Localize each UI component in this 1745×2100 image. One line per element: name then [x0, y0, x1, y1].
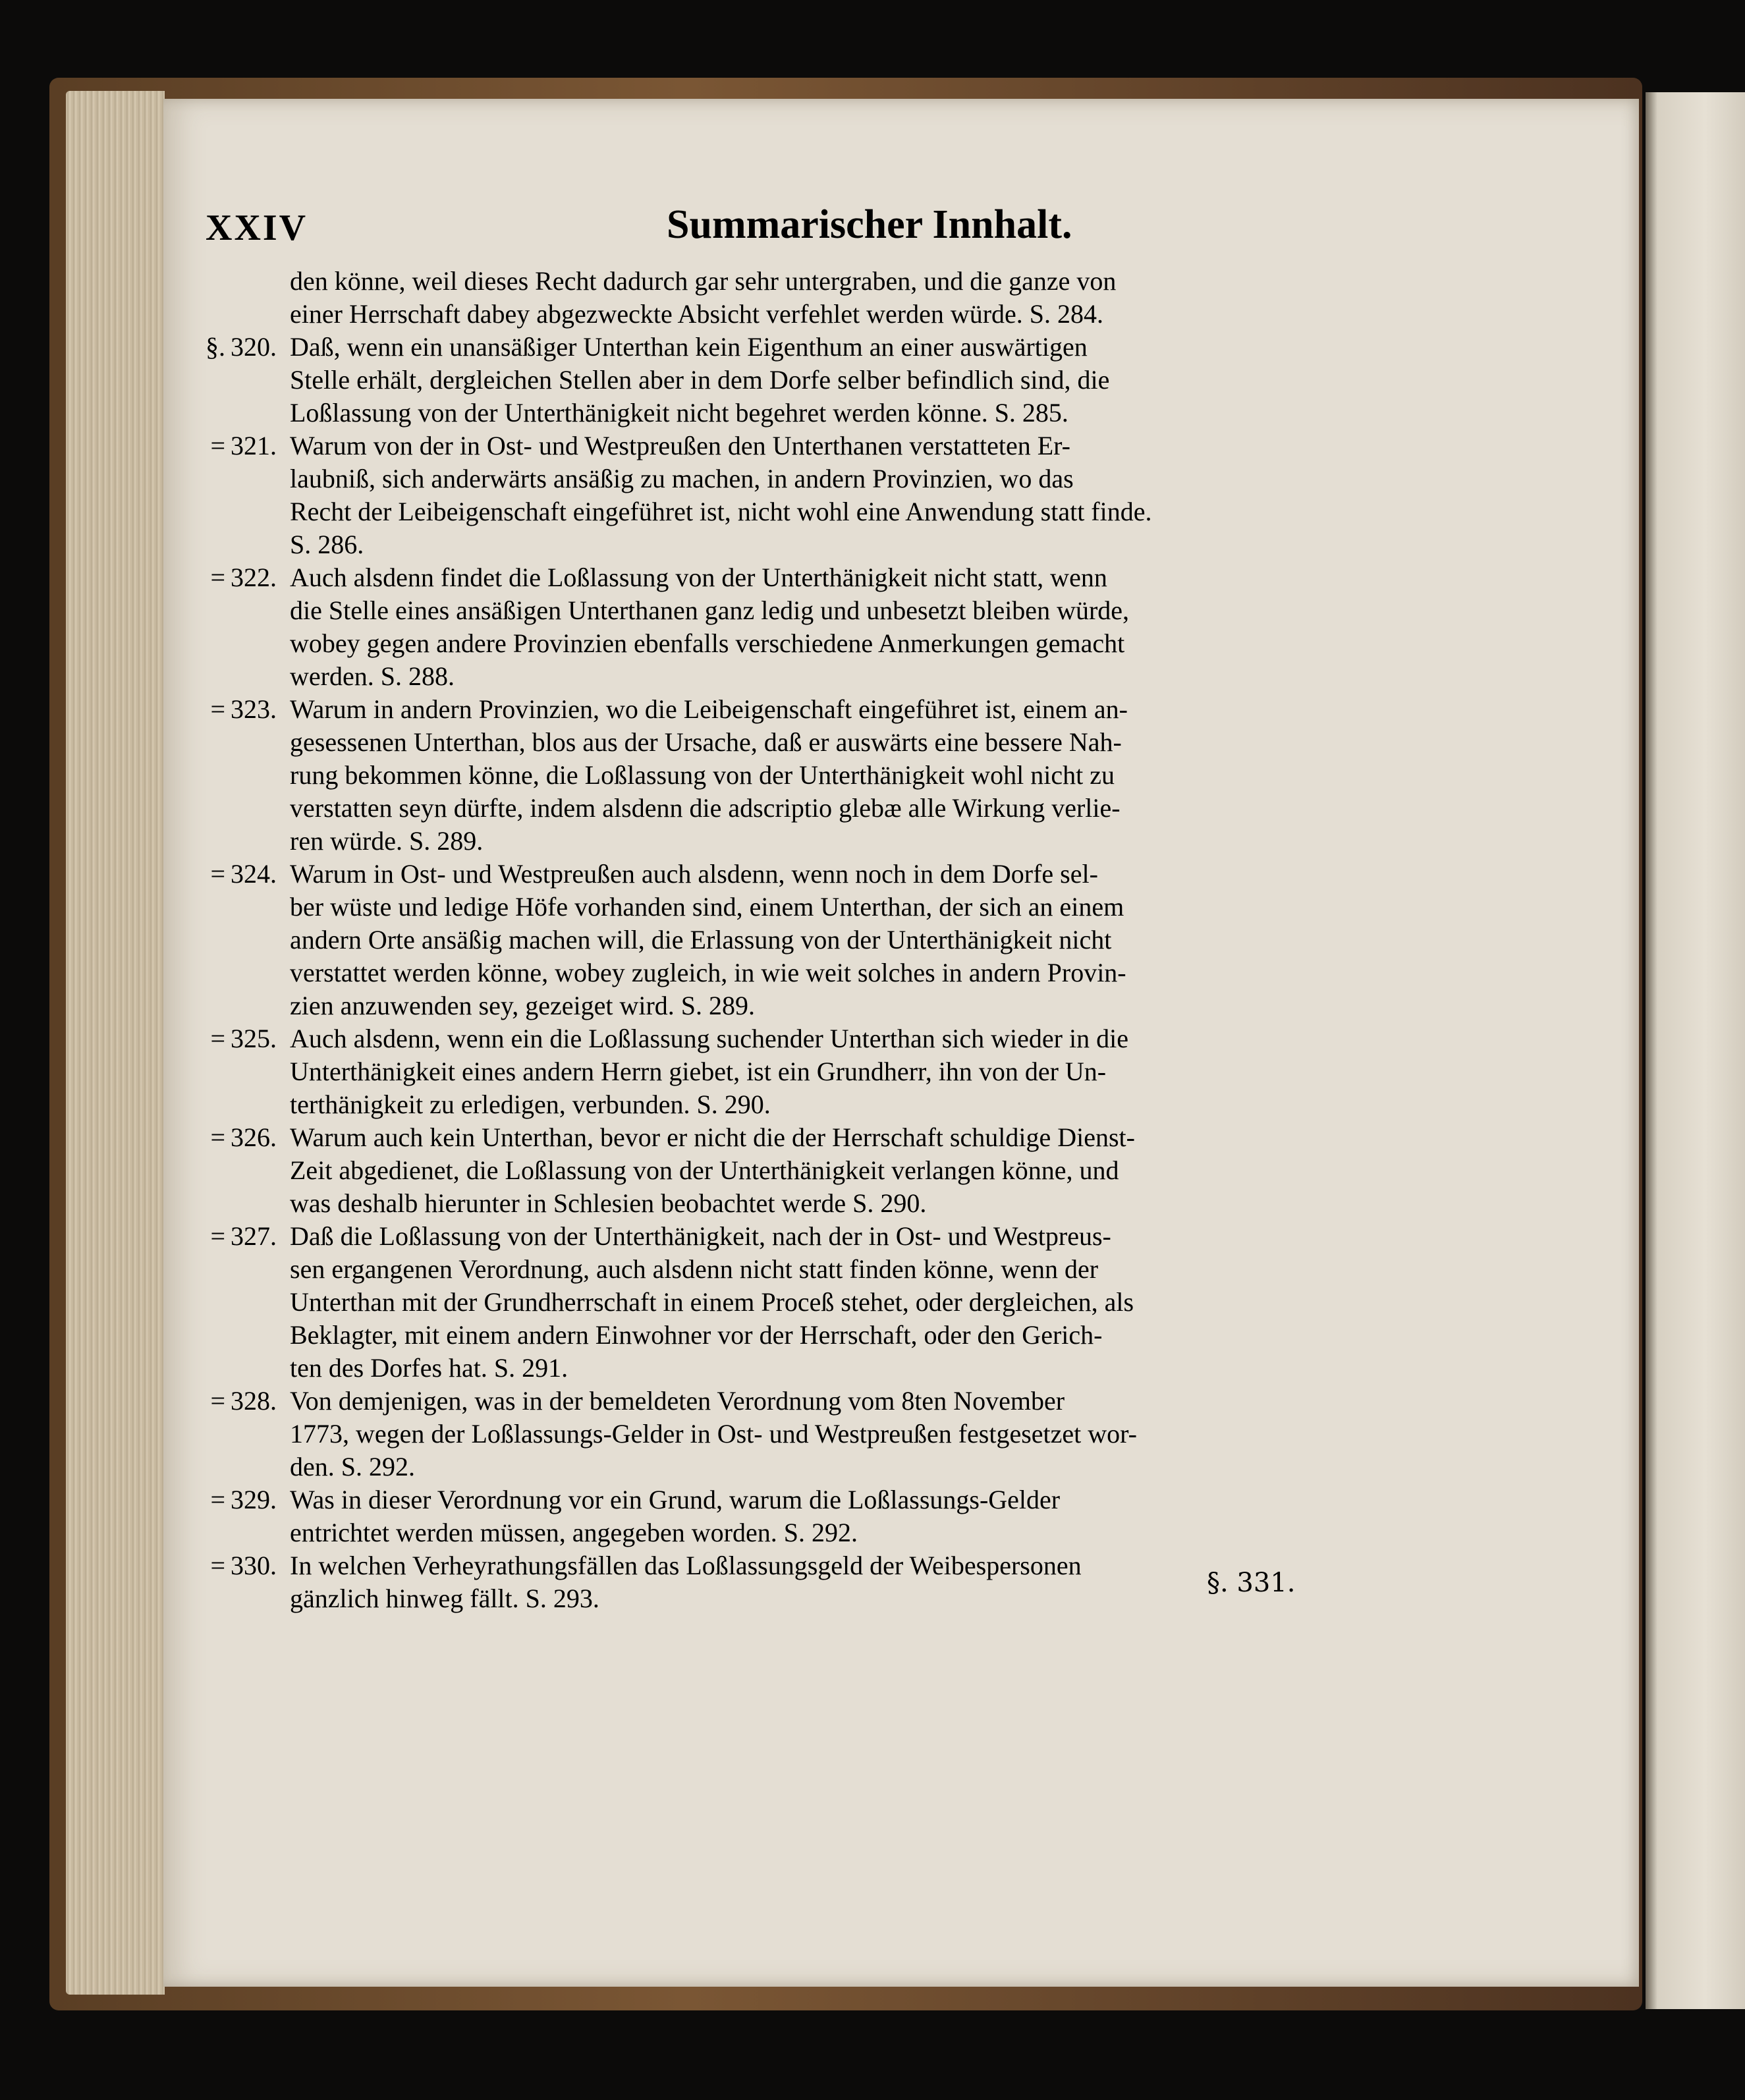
facing-page-edge: [1646, 92, 1745, 2009]
contents-entry: [184, 693, 1476, 858]
entry-marker: [184, 265, 277, 298]
contents-entry: [184, 1121, 1476, 1220]
entry-text-line: zien anzuwenden sey, gezeiget wird. S. 289.: [290, 991, 756, 1020]
entry-sign: =: [210, 1551, 225, 1580]
entry-text-line: Stelle erhält, dergleichen Stellen aber in dem Dorfe selber befindlich sind, die: [290, 365, 1110, 395]
running-title: Summarischer Innhalt.: [667, 202, 1072, 247]
entry-text-line: entrichtet werden müssen, angegeben worden. S. 292.: [290, 1518, 858, 1547]
entry-text-line: Was in dieser Verordnung vor ein Grund, warum die Loßlassungs-Gelder: [290, 1485, 1061, 1514]
entry-text-line: Unterthänigkeit eines andern Herrn giebet, ist ein Grundherr, ihn von der Un-: [290, 1057, 1107, 1086]
entry-sign: =: [210, 1485, 225, 1514]
entry-marker: [184, 858, 277, 891]
entry-sign: =: [210, 1221, 225, 1251]
entry-text-line: Recht der Leibeigenschaft eingeführet ist, nicht wohl eine Anwendung statt finde.: [290, 497, 1152, 526]
entry-text-line: andern Orte ansäßig machen will, die Erlassung von der Unterthänigkeit nicht: [290, 925, 1112, 954]
entry-text-line: ber wüste und ledige Höfe vorhanden sind, einem Unterthan, der sich an einem: [290, 892, 1124, 922]
entry-text-line: werden. S. 288.: [290, 661, 455, 691]
entry-text-line: Warum auch kein Unterthan, bevor er nicht die der Herrschaft schuldige Dienst-: [290, 1122, 1135, 1152]
entry-text-line: Warum in Ost- und Westpreußen auch alsdenn, wenn noch in dem Dorfe sel-: [290, 859, 1098, 889]
contents-entry: [184, 429, 1476, 561]
entry-text-line: Auch alsdenn, wenn ein die Loßlassung suchender Unterthan sich wieder in die: [290, 1024, 1128, 1053]
entry-marker: [184, 1549, 277, 1582]
entry-number: 325.: [231, 1024, 277, 1053]
entry-text-line: den könne, weil dieses Recht dadurch gar sehr untergraben, und die ganze von: [290, 266, 1117, 296]
entry-text-line: In welchen Verheyrathungsfällen das Loßlassungsgeld der Weibespersonen: [290, 1551, 1082, 1580]
contents-entry: [184, 858, 1476, 1022]
entry-text-line: Zeit abgedienet, die Loßlassung von der Unterthänigkeit verlangen könne, und: [290, 1155, 1119, 1185]
entry-text-line: Unterthan mit der Grundherrschaft in einem Proceß stehet, oder dergleichen, als: [290, 1287, 1134, 1317]
entry-number: 320.: [231, 332, 277, 362]
running-head: [206, 198, 1441, 260]
entry-sign: =: [210, 1024, 225, 1053]
entry-text-line: Warum in andern Provinzien, wo die Leibeigenschaft eingeführet ist, einem an-: [290, 694, 1128, 724]
entry-text-line: rung bekommen könne, die Loßlassung von der Unterthänigkeit wohl nicht zu: [290, 760, 1115, 790]
entry-text-line: Von demjenigen, was in der bemeldeten Verordnung vom 8ten November: [290, 1386, 1065, 1416]
entry-number: 330.: [231, 1551, 277, 1580]
entry-marker: [184, 561, 277, 594]
entry-number: 324.: [231, 859, 277, 889]
entry-marker: [184, 1385, 277, 1418]
entry-number: 321.: [231, 431, 277, 460]
entry-marker: [184, 1121, 277, 1154]
entry-marker: [184, 429, 277, 462]
page-edges: [66, 91, 165, 1995]
entry-text-line: Loßlassung von der Unterthänigkeit nicht begehret werden könne. S. 285.: [290, 398, 1068, 428]
entry-text-line: gänzlich hinweg fällt. S. 293.: [290, 1584, 599, 1613]
entry-text-line: wobey gegen andere Provinzien ebenfalls verschiedene Anmerkungen gemacht: [290, 628, 1125, 658]
entry-text-line: den. S. 292.: [290, 1452, 415, 1481]
contents-entry: [184, 1022, 1476, 1121]
entry-text-line: verstatten seyn dürfte, indem alsdenn die adscriptio glebæ alle Wirkung verlie-: [290, 793, 1121, 823]
entry-text-line: ten des Dorfes hat. S. 291.: [290, 1353, 568, 1383]
entry-text-line: Warum von der in Ost- und Westpreußen den Unterthanen verstatteten Er-: [290, 431, 1070, 460]
entry-marker: [184, 693, 277, 726]
entry-text-line: gesessenen Unterthan, blos aus der Ursache, daß er auswärts eine bessere Nah-: [290, 727, 1122, 757]
entry-text-line: Daß die Loßlassung von der Unterthänigkeit, nach der in Ost- und Westpreus-: [290, 1221, 1111, 1251]
contents-entry: [184, 331, 1476, 429]
contents-entry: [184, 265, 1476, 331]
entry-marker: [184, 1483, 277, 1516]
entry-number: 326.: [231, 1122, 277, 1152]
page-number: XXIV: [206, 207, 308, 248]
entry-text-line: ren würde. S. 289.: [290, 826, 484, 856]
entry-sign: =: [210, 1122, 225, 1152]
entry-sign: =: [210, 431, 225, 460]
entry-text-line: die Stelle eines ansäßigen Unterthanen ganz ledig und unbesetzt bleiben würde,: [290, 595, 1130, 625]
entry-text-line: einer Herrschaft dabey abgezweckte Absicht verfehlet werden würde. S. 284.: [290, 299, 1104, 329]
contents-entry: [184, 1483, 1476, 1549]
entry-text-line: 1773, wegen der Loßlassungs-Gelder in Ost- und Westpreußen festgesetzet wor-: [290, 1419, 1137, 1449]
entry-sign: =: [210, 563, 225, 592]
table-of-contents-entries: [184, 265, 1476, 1615]
contents-entry: [184, 1385, 1476, 1483]
entry-text-line: S. 286.: [290, 530, 364, 559]
entry-marker: [184, 1220, 277, 1253]
entry-text-line: terthänigkeit zu erledigen, verbunden. S. 290.: [290, 1090, 771, 1119]
entry-text-line: sen ergangenen Verordnung, auch alsdenn nicht statt finden könne, wenn der: [290, 1254, 1099, 1284]
entry-number: 327.: [231, 1221, 277, 1251]
entry-number: 322.: [231, 563, 277, 592]
entry-text-line: verstattet werden könne, wobey zugleich, in wie weit solches in andern Provin-: [290, 958, 1126, 987]
entry-marker: [184, 331, 277, 364]
entry-text-line: Auch alsdenn findet die Loßlassung von der Unterthänigkeit nicht statt, wenn: [290, 563, 1107, 592]
entry-text-line: Daß, wenn ein unansäßiger Unterthan kein Eigenthum an einer auswärtigen: [290, 332, 1088, 362]
entry-number: 323.: [231, 694, 277, 724]
entry-text-line: laubniß, sich anderwärts ansäßig zu machen, in andern Provinzien, wo das: [290, 464, 1074, 493]
contents-entry: [184, 561, 1476, 693]
entry-sign: =: [210, 1386, 225, 1416]
entry-sign: =: [210, 694, 225, 724]
entry-text-line: was deshalb hierunter in Schlesien beobachtet werde S. 290.: [290, 1188, 927, 1218]
catchword: §. 331.: [1207, 1568, 1296, 1598]
entry-text-line: Beklagter, mit einem andern Einwohner vor der Herrschaft, oder den Gerich-: [290, 1320, 1103, 1350]
contents-entry: [184, 1220, 1476, 1385]
entry-number: 328.: [231, 1386, 277, 1416]
entry-marker: [184, 1022, 277, 1055]
entry-sign: =: [210, 859, 225, 889]
entry-sign: §.: [206, 332, 225, 362]
entry-number: 329.: [231, 1485, 277, 1514]
